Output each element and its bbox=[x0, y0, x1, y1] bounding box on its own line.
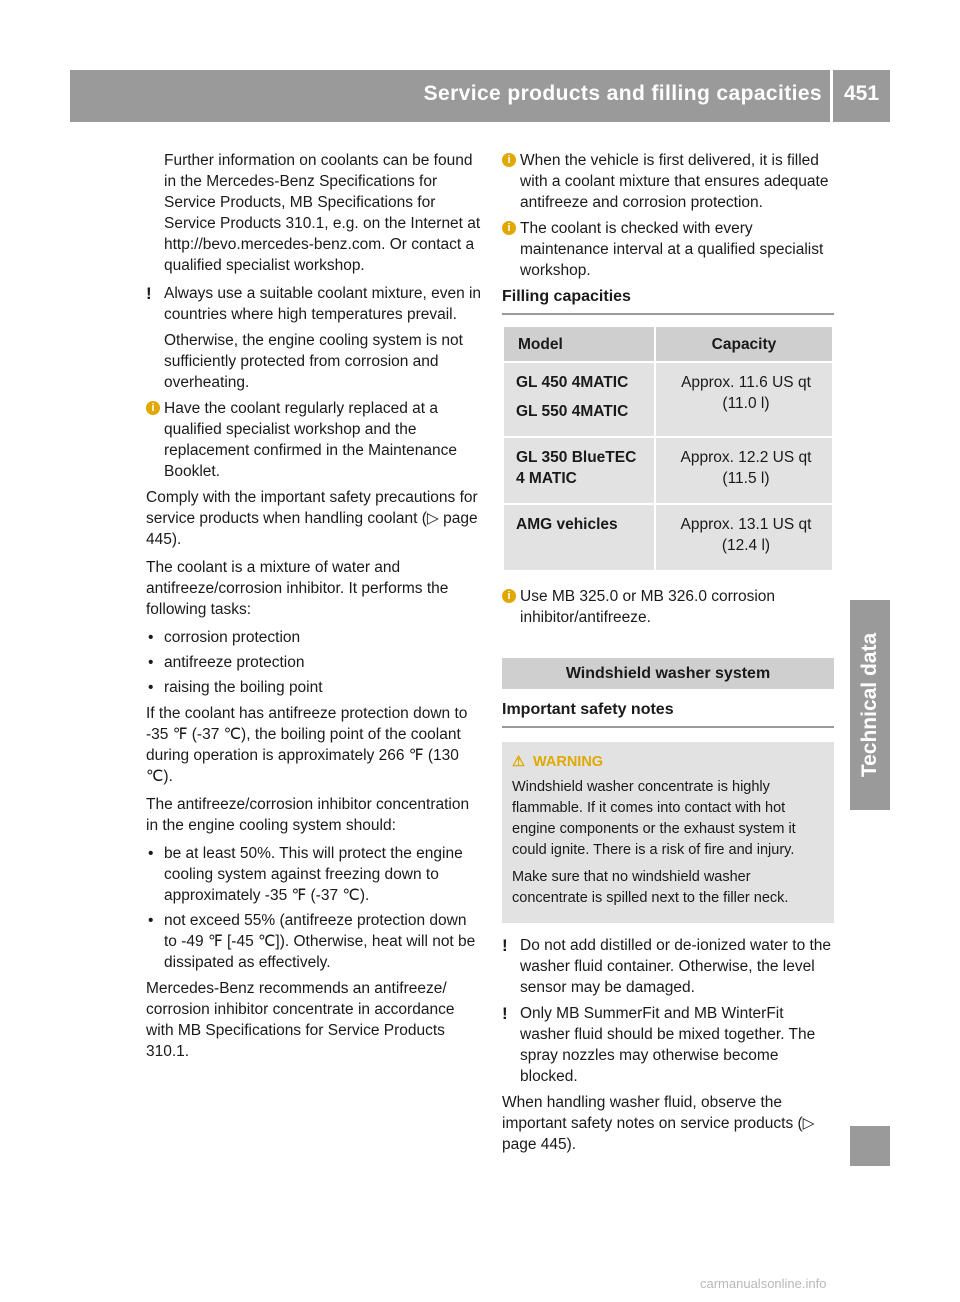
caution-text: Only MB SummerFit and MB WinterFit washer fluid should be mixed together. The spray nozzles may otherwise become blocked. bbox=[520, 1005, 816, 1085]
bullet-icon: • bbox=[148, 912, 154, 929]
warning-triangle-icon: ⚠ bbox=[512, 754, 525, 770]
list-item: • antifreeze protection bbox=[148, 654, 305, 671]
model-cell: GL 450 4MATIC GL 550 4MATIC bbox=[504, 363, 654, 436]
coolant-mixture-paragraph: The coolant is a mixture of water and antifreeze/corrosion inhibitor. It performs the following tasks: bbox=[146, 559, 449, 618]
info-text: Use MB 325.0 or MB 326.0 corrosion inhibitor/antifreeze. bbox=[520, 588, 776, 626]
capacity-cell: Approx. 13.1 US qt (12.4 l) bbox=[656, 505, 832, 570]
info-note-replace bbox=[146, 398, 482, 482]
page-number: 451 bbox=[843, 82, 880, 105]
info-icon: i bbox=[502, 221, 516, 235]
list-item: • not exceed 55% (antifreeze protection down to -49 ℉ [-45 ℃]). Otherwise, heat will not be dissipated as effectively. bbox=[148, 912, 476, 971]
caution-note-coolant-mixture bbox=[146, 283, 482, 393]
section-title-washer: Windshield washer system bbox=[502, 658, 834, 689]
page-title: Service products and filling capacities bbox=[423, 82, 822, 105]
info-note-delivered bbox=[502, 150, 834, 213]
model-cell: GL 350 BlueTEC 4 MATIC bbox=[504, 438, 654, 503]
info-note-checked bbox=[502, 218, 834, 281]
info-text: When the vehicle is first delivered, it is filled with a coolant mixture that ensures adequate antifreeze and corrosion protection. bbox=[520, 152, 829, 211]
boiling-point-paragraph: If the coolant has antifreeze protection down to -35 ℉ (-37 ℃), the boiling point of the coolant during operation is approximately 266 ℉ (130 ℃). bbox=[146, 705, 468, 785]
info-icon: i bbox=[146, 401, 160, 415]
filling-capacities-table bbox=[502, 325, 834, 572]
concentration-list bbox=[146, 843, 482, 973]
column-header-capacity: Capacity bbox=[656, 327, 832, 361]
left-column bbox=[146, 150, 482, 1069]
info-text: Have the coolant regularly replaced at a qualified specialist workshop and the replacement confirmed in the Maintenance Booklet. bbox=[164, 400, 457, 480]
safety-precautions-paragraph: Comply with the important safety precautions for service products when handling coolant (▷ page 445). bbox=[146, 489, 478, 548]
caution-text: Otherwise, the engine cooling system is not sufficiently protected from corrosion and overheating. bbox=[164, 332, 463, 391]
table-header-row bbox=[504, 327, 832, 361]
safety-notes-heading: Important safety notes bbox=[502, 699, 834, 728]
bullet-icon: • bbox=[148, 679, 154, 696]
caution-note-washer-fluid bbox=[502, 1003, 834, 1087]
washer-fluid-paragraph: When handling washer fluid, observe the important safety notes on service products (▷ page 445). bbox=[502, 1094, 815, 1153]
table-row bbox=[504, 438, 832, 503]
side-marker bbox=[850, 1126, 890, 1166]
watermark: carmanualsonline.info bbox=[700, 1276, 827, 1291]
model-cell: AMG vehicles bbox=[504, 505, 654, 570]
tasks-list bbox=[146, 627, 482, 698]
concentration-paragraph: The antifreeze/corrosion inhibitor concentration in the engine cooling system should: bbox=[146, 796, 470, 834]
warning-box bbox=[502, 742, 834, 923]
exclamation-icon: ! bbox=[502, 936, 508, 955]
bullet-icon: • bbox=[148, 629, 154, 646]
info-text: The coolant is checked with every maintenance interval at a qualified specialist workshop. bbox=[520, 220, 824, 279]
column-header-model: Model bbox=[504, 327, 654, 361]
capacity-cell: Approx. 12.2 US qt (11.5 l) bbox=[656, 438, 832, 503]
coolant-info-paragraph: Further information on coolants can be found in the Mercedes-Benz Specifications for Service Products, MB Specifications for Service Products 310.1, e.g. on the Internet at http://bevo.mercedes-benz.com. Or contact a qualified specialist workshop. bbox=[164, 152, 481, 274]
table-row bbox=[504, 505, 832, 570]
warning-text: Make sure that no windshield washer concentrate is spilled next to the filler neck. bbox=[512, 869, 789, 906]
recommendation-paragraph: Mercedes-Benz recommends an antifreeze/ corrosion inhibitor concentrate in accordance with MB Specifications for Service Products 310.1. bbox=[146, 980, 455, 1060]
caution-text: Do not add distilled or de-ionized water to the washer fluid container. Otherwise, the level sensor may be damaged. bbox=[520, 937, 832, 996]
info-icon: i bbox=[502, 589, 516, 603]
list-item: • corrosion protection bbox=[148, 629, 301, 646]
capacity-cell: Approx. 11.6 US qt (11.0 l) bbox=[656, 363, 832, 436]
right-column bbox=[502, 150, 834, 1162]
exclamation-icon: ! bbox=[502, 1004, 508, 1023]
caution-note-distilled bbox=[502, 935, 834, 998]
caution-text: Always use a suitable coolant mixture, even in countries where high temperatures prevail. bbox=[164, 285, 482, 323]
info-note-inhibitor bbox=[502, 586, 834, 628]
bullet-icon: • bbox=[148, 845, 154, 862]
table-row bbox=[504, 363, 832, 436]
list-item: • raising the boiling point bbox=[148, 679, 323, 696]
exclamation-icon: ! bbox=[146, 284, 152, 303]
list-item: • be at least 50%. This will protect the engine cooling system against freezing down to approximately -35 ℉ (-37 ℃). bbox=[148, 845, 463, 904]
filling-capacities-heading: Filling capacities bbox=[502, 286, 834, 315]
info-icon: i bbox=[502, 153, 516, 167]
warning-text: Windshield washer concentrate is highly flammable. If it comes into contact with hot engine components or the exhaust system it could ignite. There is a risk of fire and injury. bbox=[512, 779, 796, 858]
section-side-tab-label: Technical data bbox=[858, 632, 881, 778]
warning-title: ⚠ WARNING bbox=[512, 754, 604, 770]
bullet-icon: • bbox=[148, 654, 154, 671]
